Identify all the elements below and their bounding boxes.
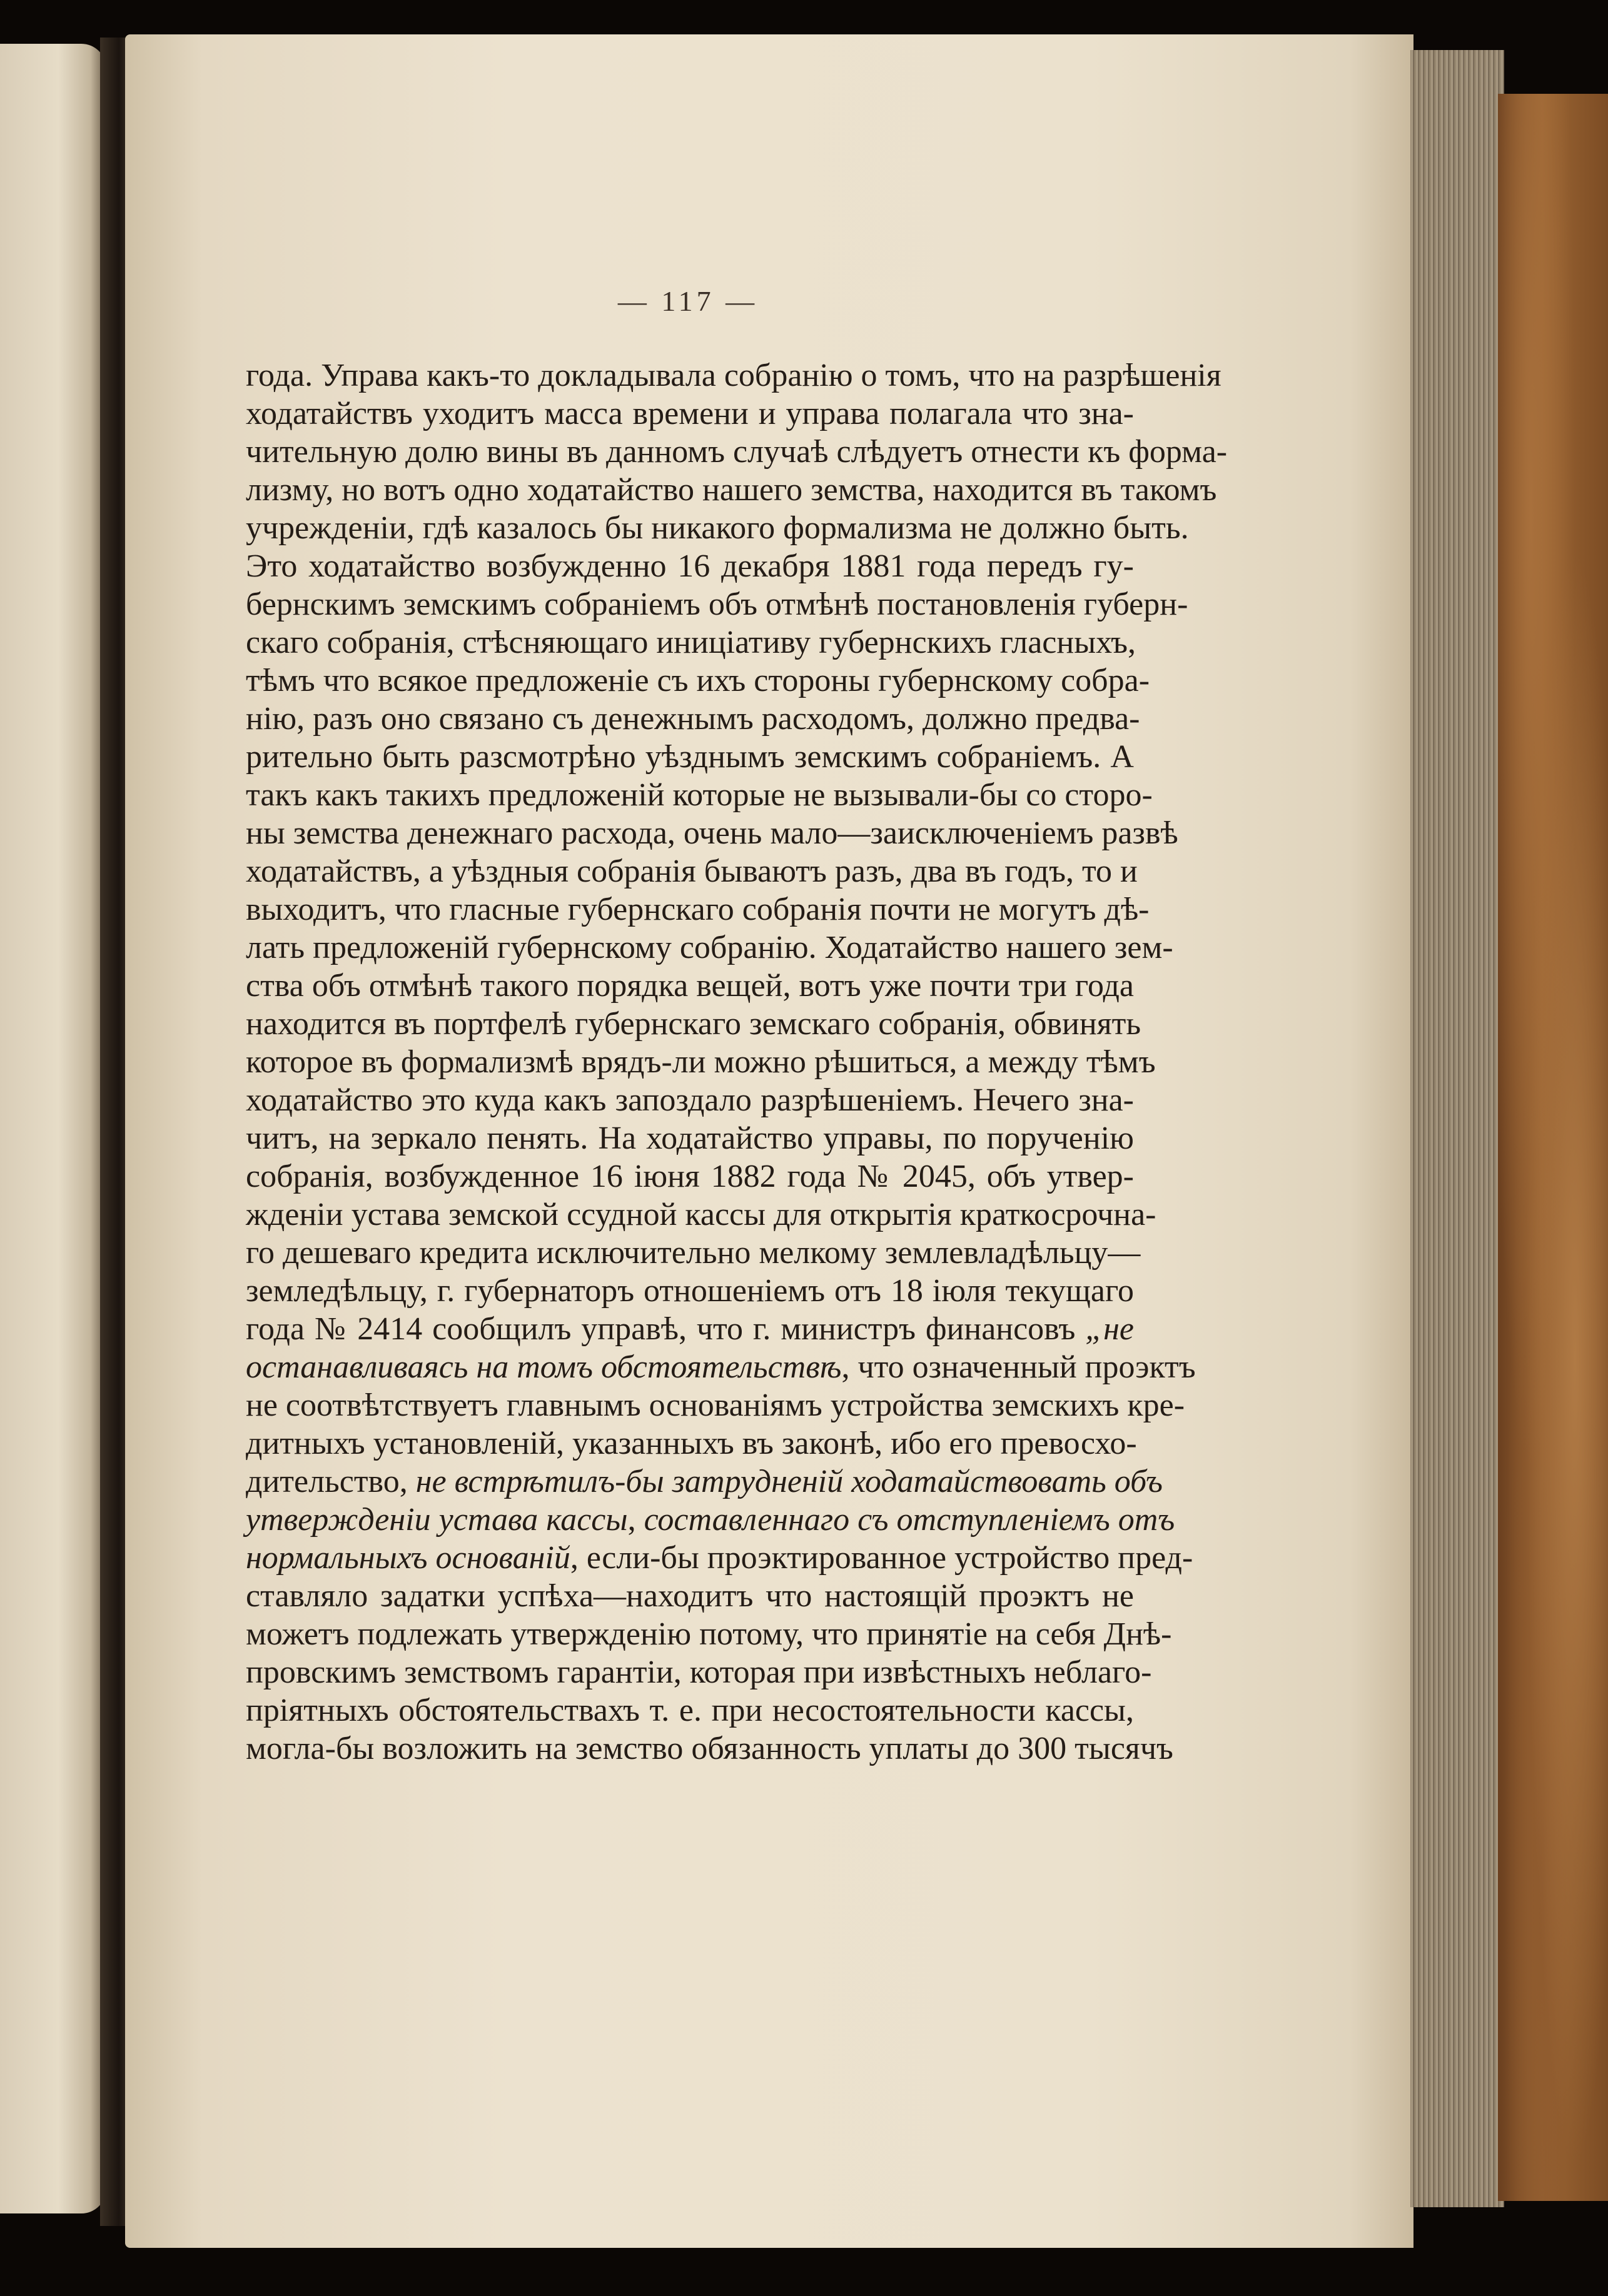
text-segment: собранія, возбужденное 16 іюня 1882 года № 2045, объ утвер-	[246, 1159, 1134, 1194]
text-line	[246, 471, 1217, 509]
text-line	[246, 433, 1228, 471]
marbled-cover	[1498, 94, 1608, 2201]
text-line	[246, 1310, 1134, 1348]
italic-text: составленнаго съ отступленіемъ отъ	[644, 1502, 1175, 1538]
text-line	[246, 1157, 1134, 1196]
text-segment: ства объ отмѣнѣ такого порядка вещей, вотъ уже почти три года	[246, 968, 1134, 1004]
text-line	[246, 1691, 1134, 1730]
text-line	[246, 623, 1134, 662]
text-line	[246, 395, 1134, 433]
text-segment: го дешеваго кредита исключительно мелкому землевладѣльцу—	[246, 1235, 1141, 1271]
text-line	[246, 700, 1140, 738]
text-segment: нію, разъ оно связано съ денежнымъ расходомъ, должно предва-	[246, 701, 1140, 737]
text-line	[246, 1234, 1141, 1272]
text-line	[246, 1463, 1163, 1501]
text-line	[246, 547, 1134, 585]
italic-text: останавливаясь на томъ обстоятельствѣ	[246, 1349, 842, 1385]
text-line	[246, 1539, 1193, 1577]
text-segment: , что означенный проэктъ	[841, 1349, 1196, 1385]
text-line	[246, 1577, 1134, 1615]
italic-text: утвержденіи устава кассы	[246, 1502, 628, 1538]
text-segment: тѣмъ что всякое предложеніе съ ихъ стороны губернскому собра-	[246, 663, 1150, 698]
text-line	[246, 356, 1221, 395]
text-line	[246, 1196, 1156, 1234]
italic-text: „не	[1085, 1311, 1134, 1347]
text-line	[246, 1730, 1173, 1768]
text-segment: такъ какъ такихъ предложеній которые не вызывали-бы со сторо-	[246, 777, 1153, 813]
text-segment: могла-бы возложить на земство обязанность уплаты до 300 тысячъ	[246, 1731, 1173, 1766]
text-segment: жденіи устава земской ссудной кассы для открытія краткосрочна-	[246, 1197, 1156, 1232]
text-segment: учрежденіи, гдѣ казалось бы никакого формализма не должно быть.	[246, 510, 1189, 546]
text-segment: читъ, на зеркало пенять. На ходатайство управы, по порученію	[246, 1120, 1134, 1156]
text-line	[246, 929, 1173, 967]
text-line	[246, 509, 1189, 547]
text-line	[246, 585, 1188, 623]
italic-text: нормальныхъ основаній	[246, 1540, 570, 1576]
text-segment: Это ходатайство возбужденно 16 декабря 1881 года передъ гу-	[246, 548, 1134, 584]
text-segment: лизму, но вотъ одно ходатайство нашего земства, находится въ такомъ	[246, 472, 1217, 508]
text-segment: не соотвѣтствуетъ главнымъ основаніямъ устройства земскихъ кре-	[246, 1387, 1185, 1423]
text-segment: выходитъ, что гласные губернскаго собранія почти не могутъ дѣ-	[246, 892, 1150, 927]
text-line	[246, 1615, 1172, 1653]
text-line	[246, 776, 1153, 814]
body-text	[246, 356, 1228, 1768]
text-segment: ны земства денежнаго расхода, очень мало—заисключеніемъ развѣ	[246, 815, 1178, 851]
text-line	[246, 738, 1134, 776]
left-page-edge	[0, 44, 106, 2213]
text-segment: , если-бы проэктированное устройство пред-	[570, 1540, 1193, 1576]
text-line	[246, 1501, 1175, 1539]
text-line	[246, 967, 1134, 1005]
text-line	[246, 662, 1150, 700]
text-segment: ,	[627, 1502, 644, 1538]
text-segment: рительно быть разсмотрѣно уѣзднымъ земскимъ собраніемъ. А	[246, 739, 1134, 775]
text-line	[246, 1424, 1137, 1463]
text-line	[246, 1005, 1141, 1043]
text-segment: ставляло задатки успѣха—находитъ что настоящій проэктъ не	[246, 1578, 1134, 1614]
page-block-edges	[1410, 50, 1504, 2207]
text-segment: бернскимъ земскимъ собраніемъ объ отмѣнѣ постановленія губерн-	[246, 587, 1188, 622]
text-segment: пріятныхъ обстоятельствахъ т. е. при несостоятельности кассы,	[246, 1693, 1134, 1728]
text-line	[246, 1119, 1134, 1157]
text-segment: дительство,	[246, 1464, 416, 1499]
text-segment: ходатайство это куда какъ запоздало разрѣшеніемъ. Нечего зна-	[246, 1082, 1134, 1118]
text-line	[246, 1272, 1134, 1310]
text-segment: находится въ портфелѣ губернскаго земскаго собранія, обвинять	[246, 1006, 1141, 1042]
text-segment: года. Управа какъ-то докладывала собранію о томъ, что на разрѣшенія	[246, 358, 1221, 393]
text-segment: ходатайствъ, а уѣздныя собранія бываютъ разъ, два въ годъ, то и	[246, 853, 1138, 889]
text-segment: можетъ подлежать утвержденію потому, что принятіе на себя Днѣ-	[246, 1616, 1172, 1652]
text-line	[246, 814, 1178, 852]
text-segment: чительную долю вины въ данномъ случаѣ слѣдуетъ отнести къ форма-	[246, 434, 1228, 470]
text-segment: земледѣльцу, г. губернаторъ отношеніемъ отъ 18 іюля текущаго	[246, 1273, 1134, 1309]
text-segment: которое въ формализмѣ врядъ-ли можно рѣшиться, а между тѣмъ	[246, 1044, 1156, 1080]
text-line	[246, 852, 1138, 890]
text-line	[246, 1386, 1185, 1424]
text-segment: провскимъ земствомъ гарантіи, которая при извѣстныхъ неблаго-	[246, 1654, 1152, 1690]
text-segment: лать предложеній губернскому собранію. Ходатайство нашего зем-	[246, 930, 1173, 965]
italic-text: не встрѣтилъ-бы затрудненій ходатайствовать объ	[415, 1464, 1163, 1499]
text-segment: ходатайствъ уходитъ масса времени и управа полагала что зна-	[246, 396, 1134, 431]
text-line	[246, 1043, 1156, 1081]
text-line	[246, 1653, 1152, 1691]
text-segment: года № 2414 сообщилъ управѣ, что г. министръ финансовъ	[246, 1311, 1086, 1347]
text-segment: скаго собранія, стѣсняющаго иниціативу губернскихъ гласныхъ,	[246, 625, 1136, 660]
text-line	[246, 1081, 1134, 1119]
text-segment: дитныхъ установленій, указанныхъ въ законѣ, ибо его превосхо-	[246, 1426, 1137, 1461]
text-line	[246, 890, 1150, 929]
text-line	[246, 1348, 1196, 1386]
page-number: — 117 —	[617, 285, 759, 317]
